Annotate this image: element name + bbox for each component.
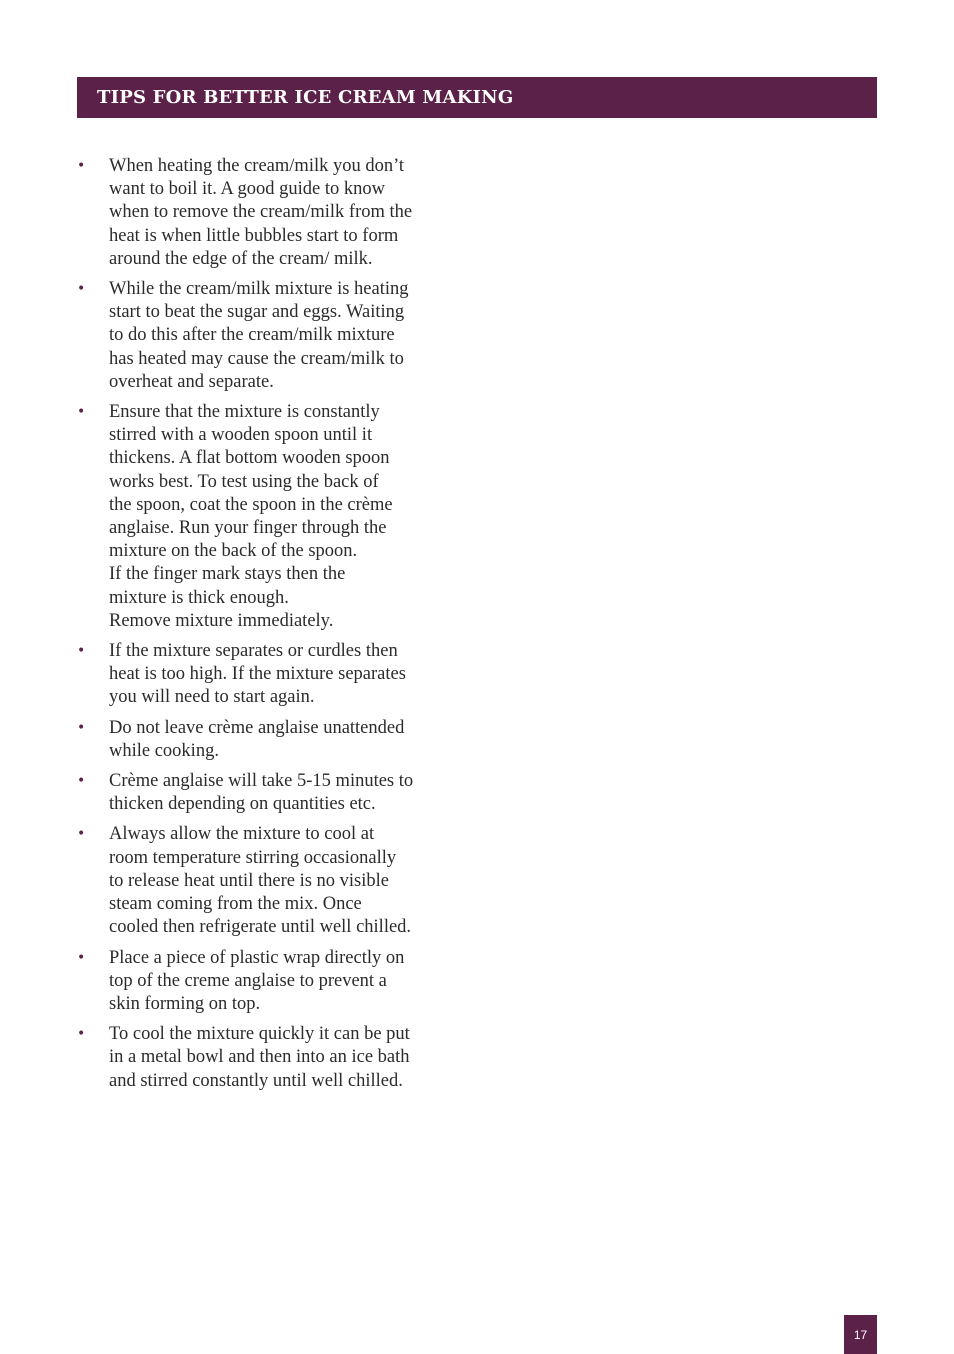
tip-text: Ensure that the mixture is constantly stirred with a wooden spoon until it thickens. A flat bottom wooden spoon works best. To test using the back of the spoon, coat the spoon in the crème anglaise. Run your finger through the mixture on the back of the spoon. If the finger mark stays then the mixture is thick enough. Remove mixture immediately. [109, 402, 393, 631]
bullet-icon: • [77, 404, 86, 421]
list-item [77, 640, 477, 710]
section-header-bar [77, 77, 877, 118]
list-item [77, 947, 477, 1017]
list-item [77, 717, 477, 763]
list-item [77, 401, 477, 633]
tip-text: Place a piece of plastic wrap directly on top of the creme anglaise to prevent a skin forming on top. [109, 947, 405, 1014]
bullet-icon: • [77, 773, 86, 790]
list-item [77, 1023, 477, 1093]
page-number: 17 [853, 1327, 868, 1342]
tip-text: To cool the mixture quickly it can be put in a metal bowl and then into an ice bath and stirred constantly until well chilled. [109, 1024, 410, 1091]
list-item [77, 278, 477, 394]
tips-list [77, 155, 477, 1100]
list-item [77, 155, 477, 271]
bullet-icon: • [77, 158, 86, 174]
list-item [77, 823, 477, 939]
bullet-icon: • [77, 826, 86, 843]
tip-text: When heating the cream/milk you don’t want to boil it. A good guide to know when to remove the cream/milk from the heat is when little bubbles start to form around the edge of the cream/ milk. [109, 156, 413, 269]
tip-text: While the cream/milk mixture is heating start to beat the sugar and eggs. Waiting to do this after the cream/milk mixture has heated may cause the cream/milk to overheat and separate. [109, 279, 409, 392]
section-title: TIPS FOR BETTER ICE CREAM MAKING [97, 87, 514, 108]
bullet-icon: • [77, 643, 86, 660]
bullet-icon: • [77, 1026, 86, 1043]
list-item [77, 770, 477, 816]
tip-text: Do not leave crème anglaise unattended while cooking. [109, 717, 405, 761]
bullet-icon: • [77, 281, 86, 298]
bullet-icon: • [77, 949, 86, 966]
tip-text: If the mixture separates or curdles then heat is too high. If the mixture separates you will need to start again. [109, 641, 406, 708]
tip-text: Always allow the mixture to cool at room temperature stirring occasionally to release heat until there is no visible steam coming from the mix. Once cooled then refrigerate until well chilled. [109, 824, 412, 938]
bullet-icon: • [77, 719, 86, 736]
page-number-badge [844, 1315, 877, 1354]
tip-text: Crème anglaise will take 5-15 minutes to thicken depending on quantities etc. [109, 771, 414, 815]
